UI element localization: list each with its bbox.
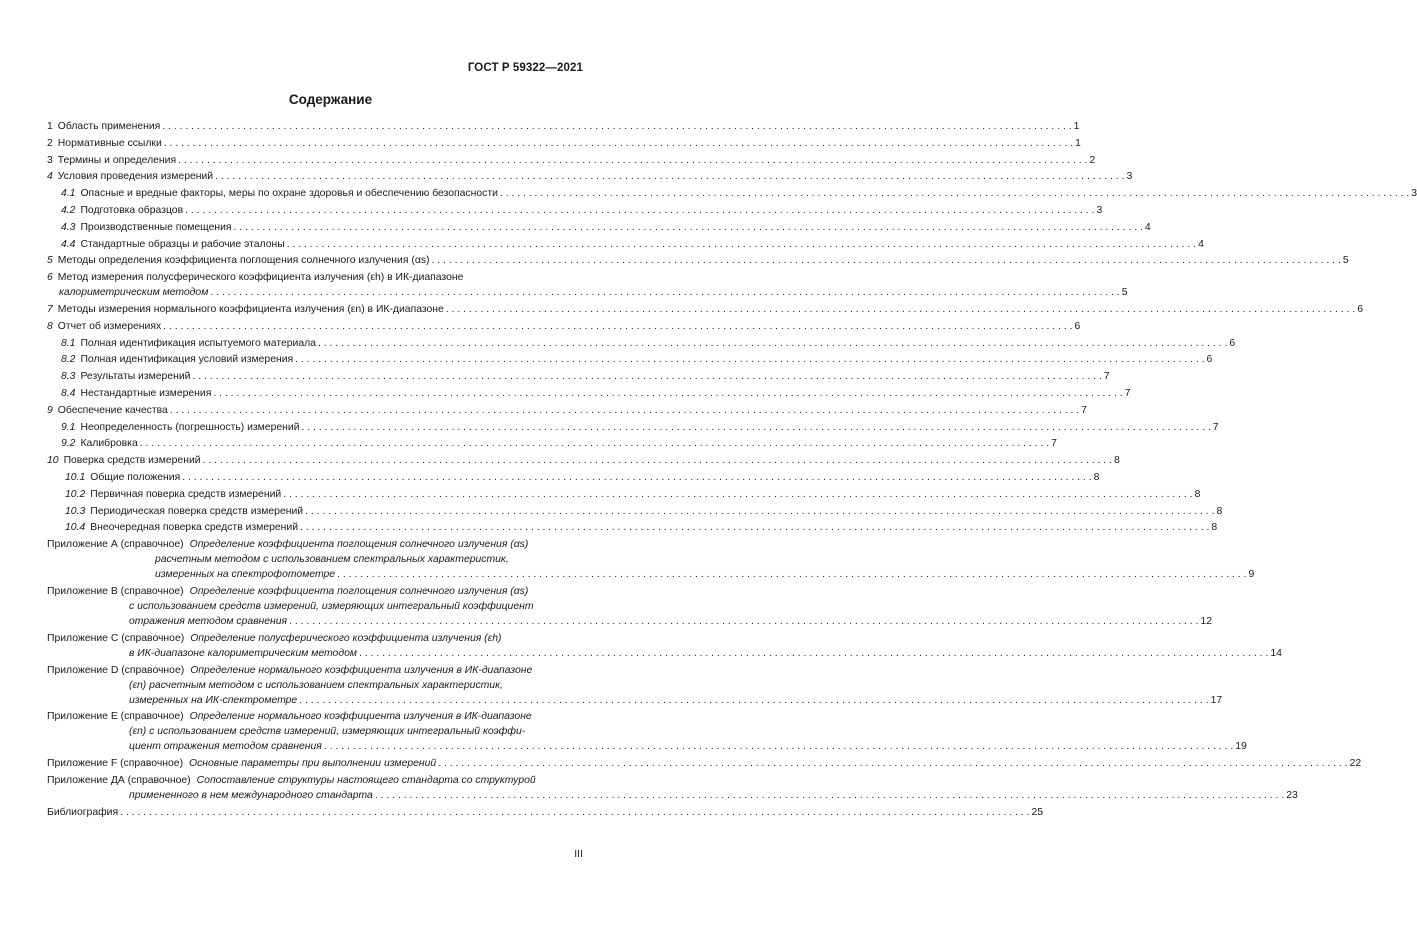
- toc-entry-number: 8.2: [61, 354, 76, 366]
- toc-entry-page: 4: [1198, 238, 1204, 250]
- bibliography-page: 25: [1031, 806, 1044, 818]
- toc-entry-page: 8: [1211, 522, 1218, 534]
- toc-entry[interactable]: [47, 238, 1204, 251]
- appendix-title-line: расчетным методом с использованием спектральных характеристик,: [155, 554, 509, 566]
- toc-entry[interactable]: [47, 170, 1133, 183]
- appendix-title-line: отражения методом сравнения: [129, 615, 288, 627]
- toc-entry-number: 10.1: [65, 471, 86, 483]
- toc-entry-title: Полная идентификация испытуемого материала: [80, 337, 316, 349]
- toc-entry-title: Калибровка: [80, 438, 138, 450]
- toc-entry-number: 8: [47, 320, 53, 332]
- dot-leader: [295, 353, 1204, 366]
- appendix-title-line: Определение нормального коэффициента излучения в ИК-диапазоне: [189, 711, 532, 723]
- dot-leader: [185, 204, 1094, 217]
- dot-leader: [283, 488, 1192, 501]
- toc-entry[interactable]: [47, 471, 1100, 484]
- appendix-page: 12: [1200, 615, 1213, 627]
- toc-entry-page: 7: [1212, 421, 1219, 433]
- dot-leader: [289, 615, 1198, 628]
- toc-entry[interactable]: [47, 154, 1096, 167]
- toc-entry-title: Результаты измерений: [80, 371, 191, 383]
- page-title: Содержание: [288, 92, 373, 107]
- toc-entry-number: 4.1: [61, 188, 76, 200]
- toc-entry-number: 10: [47, 455, 59, 467]
- toc-entry-number: 3: [47, 154, 53, 166]
- toc-entry-number: 4.3: [61, 221, 76, 233]
- toc-entry-title: Обеспечение качества: [57, 404, 168, 416]
- dot-leader: [120, 806, 1029, 819]
- toc-entry[interactable]: [47, 437, 1057, 450]
- toc-entry-page: 8: [1113, 455, 1120, 467]
- toc-entry-title: Подготовка образцов: [80, 204, 184, 216]
- toc-entry[interactable]: [47, 337, 1236, 350]
- toc-entry-title: Метод измерения полусферического коэффициента излучения (εh) в ИК-диапазоне: [57, 272, 464, 284]
- toc-entry-title: Нормативные ссылки: [57, 137, 162, 149]
- page-number: III: [574, 848, 583, 860]
- appendix-entry[interactable]: [47, 757, 1362, 770]
- toc-entry-number: 9: [47, 404, 53, 416]
- toc-entry-page: 6: [1206, 354, 1213, 366]
- appendix-entry[interactable]: [47, 664, 1223, 707]
- dot-leader: [287, 238, 1196, 251]
- toc-entry-number: 5: [47, 255, 53, 267]
- appendix-label: Приложение ДА (справочное): [47, 774, 191, 786]
- appendix-title-line: примененного в нем международного стандарта: [129, 789, 373, 801]
- appendix-title-line: измеренных на спектрофотометре: [155, 569, 336, 581]
- toc-entry-page: 6: [1229, 337, 1236, 349]
- dot-leader: [500, 187, 1409, 200]
- toc-entry-page: 3: [1411, 188, 1417, 200]
- toc-entry[interactable]: [47, 271, 582, 284]
- dot-leader: [234, 221, 1143, 234]
- appendix-entry[interactable]: [47, 585, 1213, 628]
- toc-entry-page: 8: [1194, 488, 1201, 500]
- appendix-title-line: (εn) с использованием средств измерений, измеряющих интегральный коэффи-: [129, 726, 526, 738]
- table-of-contents: [47, 120, 1417, 819]
- toc-entry[interactable]: [47, 137, 1081, 150]
- toc-entry-page: 8: [1216, 505, 1223, 517]
- dot-leader: [215, 170, 1124, 183]
- appendix-entry[interactable]: [47, 632, 1282, 660]
- toc-entry-page: 4: [1144, 221, 1151, 233]
- appendix-title-line: в ИК-диапазоне калориметрическим методом: [129, 647, 357, 659]
- toc-entry-title: Термины и определения: [57, 154, 177, 166]
- appendix-title-line: Сопоставление структуры настоящего стандарта со структурой: [196, 774, 536, 786]
- appendix-label: Приложение С (справочное): [47, 632, 185, 644]
- toc-entry-title: Область применения: [57, 121, 161, 132]
- toc-entry[interactable]: [47, 488, 1201, 501]
- dot-leader: [192, 370, 1101, 383]
- appendix-page: 9: [1248, 569, 1255, 581]
- appendix-title-line: с использованием средств измерений, измеряющих интегральный коэффициент: [129, 600, 534, 612]
- toc-entry[interactable]: [47, 421, 1219, 434]
- toc-entry-number: 8.3: [61, 371, 76, 383]
- toc-entry-title: Полная идентификация условий измерения: [80, 354, 294, 366]
- dot-leader: [203, 454, 1112, 467]
- dot-leader: [375, 789, 1284, 802]
- toc-entry-title: Отчет об измерениях: [57, 320, 162, 332]
- toc-entry-title: Опасные и вредные факторы, меры по охране здоровья и обеспечению безопасности: [80, 188, 498, 200]
- appendix-title-line: измеренных на ИК-спектрометре: [129, 694, 298, 706]
- toc-entry-title: Методы измерения нормального коэффициента излучения (εn) в ИК-диапазоне: [57, 303, 444, 315]
- toc-entry[interactable]: [47, 254, 1349, 267]
- toc-entry[interactable]: [47, 404, 1087, 417]
- toc-entry[interactable]: [47, 454, 1120, 467]
- dot-leader: [318, 337, 1227, 350]
- toc-entry-title: Стандартные образцы и рабочие эталоны: [80, 238, 285, 250]
- dot-leader: [162, 120, 1071, 133]
- toc-entry[interactable]: [47, 120, 1080, 133]
- toc-entry-page: 7: [1051, 438, 1057, 450]
- dot-leader: [170, 404, 1079, 417]
- dot-leader: [302, 421, 1211, 434]
- dot-leader: [305, 505, 1214, 518]
- bibliography-title: Библиография: [47, 806, 119, 818]
- toc-entry[interactable]: [47, 320, 1081, 333]
- toc-entry-title: Поверка средств измерений: [63, 455, 201, 467]
- dot-leader: [300, 521, 1209, 534]
- toc-entry-title: Внеочередная поверка средств измерений: [90, 522, 298, 534]
- toc-entry-title: Нестандартные измерения: [80, 387, 212, 399]
- appendix-entry[interactable]: [47, 538, 1255, 581]
- toc-entry-number: 9.2: [61, 438, 76, 450]
- dot-leader: [164, 137, 1073, 150]
- appendix-title-line: (εn) расчетным методом с использованием спектральных характеристик,: [129, 679, 503, 691]
- dot-leader: [431, 254, 1340, 267]
- toc-entry[interactable]: [47, 221, 1151, 234]
- dot-leader: [182, 471, 1091, 484]
- toc-entry-page: 7: [1081, 404, 1087, 416]
- toc-entry-number: 8.1: [61, 337, 76, 349]
- toc-entry[interactable]: [47, 204, 1103, 217]
- dot-leader: [213, 387, 1122, 400]
- toc-entry-title: Первичная поверка средств измерений: [90, 488, 282, 500]
- toc-entry-page: 7: [1124, 387, 1131, 399]
- standard-id: ГОСТ Р 59322—2021: [467, 62, 583, 74]
- toc-entry[interactable]: [47, 521, 1218, 534]
- appendix-page: 23: [1286, 789, 1298, 801]
- appendix-page: 22: [1349, 758, 1362, 770]
- appendix-page: 17: [1210, 694, 1223, 706]
- appendix-label: Приложение Е (справочное): [47, 711, 184, 723]
- appendix-label: Приложение F (справочное): [47, 758, 184, 770]
- toc-entry[interactable]: [47, 303, 1363, 316]
- appendix-title-line: Определение полусферического коэффициента излучения (εh): [190, 632, 502, 644]
- appendix-title-line: Определение коэффициента поглощения солнечного излучения (αs): [189, 539, 529, 551]
- bibliography-entry[interactable]: [47, 806, 1044, 819]
- appendix-entry[interactable]: [47, 774, 1298, 802]
- toc-entry-title: Неопределенность (погрешность) измерений: [80, 421, 300, 433]
- toc-entry-number: 4.2: [61, 204, 76, 216]
- appendix-entry[interactable]: [47, 710, 1247, 753]
- toc-entry-number: 6: [47, 272, 53, 284]
- appendix-page: 14: [1270, 647, 1282, 659]
- toc-entry-page: 7: [1103, 371, 1110, 383]
- toc-entry-number: 4.4: [61, 238, 76, 250]
- dot-leader: [324, 740, 1233, 753]
- toc-entry-title: Производственные помещения: [80, 221, 232, 233]
- toc-entry-number: 8.4: [61, 387, 76, 399]
- toc-entry[interactable]: [47, 353, 1213, 366]
- toc-entry-page: 3: [1126, 171, 1133, 183]
- dot-leader: [163, 320, 1072, 333]
- dot-leader: [446, 303, 1355, 316]
- toc-entry-title: Общие положения: [90, 471, 181, 483]
- appendix-title-line: Основные параметры при выполнении измерений: [189, 758, 437, 770]
- toc-entry-page: 1: [1073, 121, 1080, 132]
- toc-entry[interactable]: [47, 387, 1131, 400]
- dot-leader: [337, 568, 1246, 581]
- dot-leader: [178, 154, 1087, 167]
- toc-entry-number: 7: [47, 303, 53, 315]
- appendix-page: 19: [1235, 741, 1247, 753]
- dot-leader: [359, 647, 1268, 660]
- toc-entry-title-continued: калориметрическим методом: [59, 287, 209, 299]
- appendix-title-line: Определение коэффициента поглощения солнечного излучения (αs): [189, 585, 529, 597]
- toc-entry-title: Условия проведения измерений: [57, 171, 214, 183]
- toc-entry-continuation: [47, 286, 1128, 299]
- toc-entry-page: 8: [1093, 471, 1100, 483]
- toc-entry-number: 10.2: [65, 488, 86, 500]
- toc-entry[interactable]: [47, 370, 1110, 383]
- toc-entry-number: 9.1: [61, 421, 76, 433]
- toc-entry[interactable]: [47, 505, 1223, 518]
- toc-entry-page: 1: [1075, 137, 1081, 149]
- toc-entry[interactable]: [47, 187, 1417, 200]
- appendix-title-line: циент отражения методом сравнения: [129, 741, 322, 753]
- toc-entry-number: 10.3: [65, 505, 86, 517]
- appendix-title-line: Определение нормального коэффициента излучения в ИК-диапазоне: [190, 664, 533, 676]
- toc-entry-page: 3: [1096, 204, 1103, 216]
- appendix-label: Приложение D (справочное): [47, 664, 185, 676]
- toc-entry-page: 2: [1089, 154, 1096, 166]
- dot-leader: [438, 757, 1347, 770]
- toc-entry-number: 4: [47, 171, 53, 183]
- toc-entry-page: 5: [1121, 287, 1128, 299]
- toc-entry-title: Методы определения коэффициента поглощения солнечного излучения (αs): [57, 255, 430, 267]
- dot-leader: [299, 694, 1208, 707]
- appendix-label: Приложение В (справочное): [47, 585, 184, 597]
- dot-leader: [210, 286, 1119, 299]
- toc-entry-title: Периодическая поверка средств измерений: [90, 505, 304, 517]
- dot-leader: [140, 437, 1049, 450]
- toc-entry-number: 1: [47, 121, 53, 132]
- appendix-label: Приложение А (справочное): [47, 539, 184, 551]
- toc-entry-page: 6: [1357, 303, 1363, 315]
- toc-entry-page: 5: [1342, 255, 1349, 267]
- toc-entry-page: 6: [1074, 320, 1081, 332]
- toc-entry-number: 10.4: [65, 522, 86, 534]
- toc-entry-number: 2: [47, 137, 53, 149]
